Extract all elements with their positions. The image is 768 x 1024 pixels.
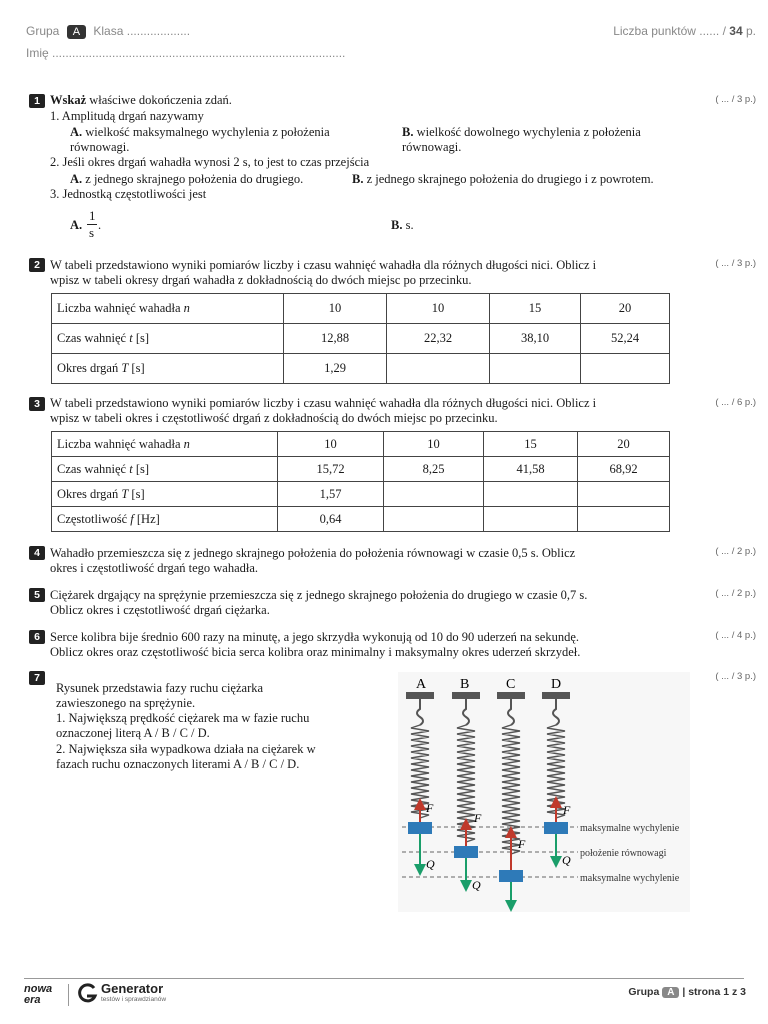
table-cell: 10	[384, 432, 484, 457]
phase-label-d: D	[551, 677, 562, 692]
table-cell: 38,10	[490, 324, 581, 354]
option-text: z jednego skrajnego położenia do drugiego.	[82, 172, 304, 186]
row-label: Czas wahnięć t [s]	[52, 324, 284, 354]
q2-text-1: W tabeli przedstawiono wyniki pomiarów liczby i czasu wahnięć wahadła dla różnych długości nici. Oblicz i	[50, 258, 597, 272]
q7-line-2: zawieszonego na sprężynie.	[56, 696, 196, 710]
q1-lead-bold: Wskaż	[50, 93, 87, 107]
table-cell: 15	[484, 432, 578, 457]
answer-cell[interactable]	[581, 354, 670, 384]
weight-label-d: Q	[562, 853, 571, 867]
option-letter: B.	[352, 172, 364, 186]
force-label-d: F	[563, 803, 571, 817]
q3-text-2: wpisz w tabeli okres i częstotliwość drgań z dokładnością do dwóch miejsc po przecinku.	[50, 411, 498, 425]
answer-cell[interactable]	[578, 507, 670, 532]
line-label-bottom: maksymalne wychylenie	[580, 873, 680, 884]
q2-table	[51, 293, 670, 384]
q5-text-2: Oblicz okres i częstotliwość drgań ciężarka.	[50, 603, 270, 617]
fraction-dot: .	[98, 218, 102, 232]
table-row	[52, 457, 670, 482]
q1-s1-option-b-cont: równowagi.	[402, 140, 462, 154]
class-field: Klasa ...................	[93, 24, 191, 38]
force-label-a: F	[426, 801, 434, 815]
q1-points: ( ... / 3 p.)	[715, 94, 756, 105]
option-letter: A.	[70, 172, 83, 186]
mount-a	[406, 692, 434, 699]
weight-label-a: Q	[426, 857, 435, 871]
table-row	[52, 482, 670, 507]
option-text: s.	[402, 218, 414, 232]
block-c	[499, 870, 523, 882]
table-cell: 12,88	[284, 324, 387, 354]
table-row	[52, 507, 670, 532]
table-row	[52, 432, 670, 457]
q1-s1-option-b[interactable]	[402, 125, 641, 140]
q4-text-2: okres i częstotliwość drgań tego wahadła.	[50, 561, 259, 575]
header-points	[613, 24, 756, 38]
weight-label-b: Q	[472, 878, 481, 892]
question-number-7: 7	[29, 671, 45, 685]
footer-separator	[68, 984, 69, 1006]
q6-text-2: Oblicz okres oraz częstotliwość bicia serca kolibra oraz minimalny i maksymalny okres uderzeń skrzydeł.	[50, 645, 581, 659]
product-subtitle: testów i sprawdzianów	[101, 996, 167, 1003]
table-row	[52, 354, 670, 384]
option-letter: A.	[70, 218, 83, 232]
option-text: z jednego skrajnego położenia do drugiego i z powrotem.	[363, 172, 654, 186]
row-label: Częstotliwość f [Hz]	[52, 507, 278, 532]
block-a	[408, 822, 432, 834]
row-label: Liczba wahnięć wahadła n	[52, 432, 278, 457]
table-cell: 22,32	[387, 324, 490, 354]
footer-group-label: Grupa	[628, 986, 660, 998]
q3-points: ( ... / 6 p.)	[715, 397, 756, 408]
q7-line-4: oznaczonej literą A / B / C / D.	[56, 726, 210, 740]
fraction-numerator: 1	[89, 208, 96, 223]
phase-label-b: B	[460, 677, 470, 692]
question-number-4: 4	[29, 546, 45, 560]
answer-cell[interactable]	[484, 507, 578, 532]
answer-cell[interactable]	[387, 354, 490, 384]
force-label-c: F	[518, 837, 526, 851]
answer-cell[interactable]	[384, 482, 484, 507]
option-letter: B.	[391, 218, 403, 232]
q1-s1: 1. Amplitudą drgań nazywamy	[50, 109, 204, 123]
q5-text-1: Ciężarek drgający na sprężynie przemieszcza się z jednego skrajnego położenia do drugiego w czasie 0,7 s.	[50, 588, 588, 602]
row-label: Okres drgań T [s]	[52, 354, 284, 384]
points-label: Liczba punktów ...... /	[613, 24, 726, 38]
phase-label-c: C	[506, 677, 516, 692]
q1-lead-rest: właściwe dokończenia zdań.	[86, 93, 232, 107]
phase-label-a: A	[416, 677, 427, 692]
line-label-top: maksymalne wychylenie	[580, 823, 680, 834]
q7-line-1: Rysunek przedstawia fazy ruchu ciężarka	[56, 681, 264, 695]
table-cell: 15	[490, 294, 581, 324]
brand-line-1: nowa	[24, 983, 53, 995]
q7-line-3: 1. Największą prędkość ciężarek ma w fazie ruchu	[56, 711, 310, 725]
table-cell: 52,24	[581, 324, 670, 354]
generator-icon	[76, 982, 98, 1004]
header-group	[26, 24, 190, 39]
question-number-5: 5	[29, 588, 45, 602]
footer-page-info	[628, 986, 746, 998]
q1-s3-option-a[interactable]	[70, 208, 130, 242]
mount-d	[542, 692, 570, 699]
table-row	[52, 294, 670, 324]
generator-brand	[101, 982, 166, 1004]
line-label-mid: położenie równowagi	[580, 848, 667, 859]
q7-line-5: 2. Największa siła wypadkowa działa na ciężarek w	[56, 742, 316, 756]
q1-s3-option-b[interactable]	[391, 218, 414, 233]
nowa-era-logo	[24, 984, 64, 1008]
product-name: Generator	[101, 981, 164, 996]
mount-c	[497, 692, 525, 699]
force-label-b: F	[474, 811, 482, 825]
points-total: 34	[729, 24, 743, 38]
fraction-denominator: s	[89, 225, 95, 240]
q1-s1-option-a-cont: równowagi.	[70, 140, 130, 154]
mount-b	[452, 692, 480, 699]
row-label: Czas wahnięć t [s]	[52, 457, 278, 482]
option-text: wielkość maksymalnego wychylenia z położenia	[82, 125, 330, 139]
question-number-3: 3	[29, 397, 45, 411]
table-row	[52, 324, 670, 354]
points-suffix: p.	[745, 24, 756, 38]
q1-instruction	[50, 93, 232, 108]
block-b	[454, 846, 478, 858]
option-text: wielkość dowolnego wychylenia z położenia	[413, 125, 641, 139]
table-cell: 20	[581, 294, 670, 324]
q1-s3: 3. Jednostką częstotliwości jest	[50, 187, 207, 201]
table-cell: 41,58	[484, 457, 578, 482]
q3-text-1: W tabeli przedstawiono wyniki pomiarów liczby i czasu wahnięć wahadła dla różnych długości nici. Oblicz i	[50, 396, 597, 410]
table-cell: 10	[284, 294, 387, 324]
question-number-1: 1	[29, 94, 45, 108]
table-cell: 0,64	[278, 507, 384, 532]
footer-divider	[24, 978, 744, 979]
footer-page-number: | strona 1 z 3	[682, 986, 746, 998]
q1-s2-option-a[interactable]	[70, 172, 303, 187]
q7-points: ( ... / 3 p.)	[715, 671, 756, 682]
q6-points: ( ... / 4 p.)	[715, 630, 756, 641]
row-label: Liczba wahnięć wahadła n	[52, 294, 284, 324]
table-cell: 10	[387, 294, 490, 324]
spring-phases-figure	[398, 672, 690, 912]
table-cell: 10	[278, 432, 384, 457]
group-label: Grupa	[26, 24, 60, 38]
q7-line-6: fazach ruchu oznaczonych literami A / B / C / D.	[56, 757, 300, 771]
answer-cell[interactable]	[490, 354, 581, 384]
q4-points: ( ... / 2 p.)	[715, 546, 756, 557]
table-cell: 15,72	[278, 457, 384, 482]
q1-s2-option-b[interactable]	[352, 172, 654, 187]
footer-group-badge: A	[662, 987, 679, 998]
answer-cell[interactable]	[384, 507, 484, 532]
answer-cell[interactable]	[484, 482, 578, 507]
q2-text-2: wpisz w tabeli okresy drgań wahadła z dokładnością do dwóch miejsc po przecinku.	[50, 273, 472, 287]
option-letter: B.	[402, 125, 414, 139]
question-number-6: 6	[29, 630, 45, 644]
q1-s1-option-a[interactable]	[70, 125, 330, 140]
q5-points: ( ... / 2 p.)	[715, 588, 756, 599]
table-cell: 1,57	[278, 482, 384, 507]
table-cell: 68,92	[578, 457, 670, 482]
q4-text-1: Wahadło przemieszcza się z jednego skrajnego położenia do położenia równowagi w czasie 0,5 s. Oblicz	[50, 546, 576, 560]
group-badge: A	[67, 25, 86, 39]
q2-points: ( ... / 3 p.)	[715, 258, 756, 269]
name-field: Imię ........................................................................................	[26, 46, 346, 60]
answer-cell[interactable]	[578, 482, 670, 507]
table-cell: 1,29	[284, 354, 387, 384]
option-letter: A.	[70, 125, 83, 139]
question-number-2: 2	[29, 258, 45, 272]
q3-table	[51, 431, 670, 532]
q1-s2: 2. Jeśli okres drgań wahadła wynosi 2 s, to jest to czas przejścia	[50, 155, 370, 169]
brand-line-2: era	[24, 994, 41, 1006]
table-cell: 8,25	[384, 457, 484, 482]
table-cell: 20	[578, 432, 670, 457]
q6-text-1: Serce kolibra bije średnio 600 razy na minutę, a jego skrzydła wykonują od 10 do 90 uderzeń na sekundę.	[50, 630, 580, 644]
row-label: Okres drgań T [s]	[52, 482, 278, 507]
block-d	[544, 822, 568, 834]
